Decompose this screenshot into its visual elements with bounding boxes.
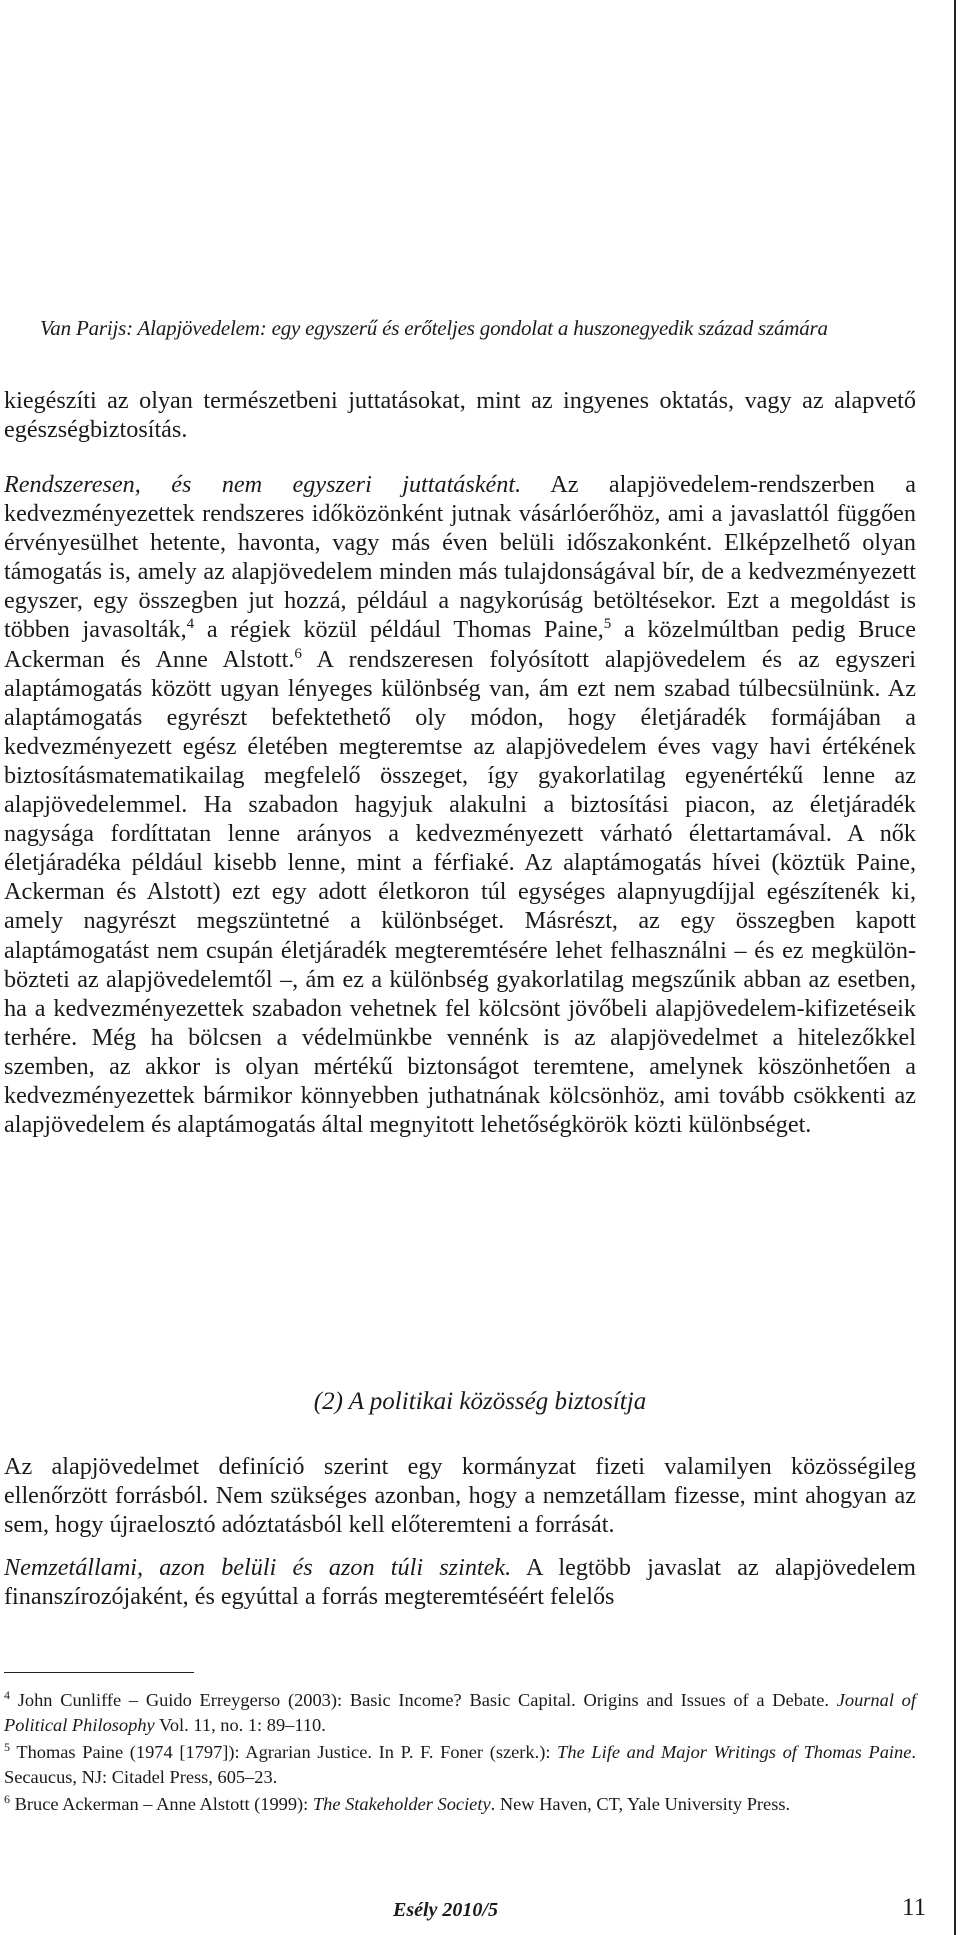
page-edge-rule: [954, 0, 956, 1935]
footnote-number: 5: [4, 1739, 10, 1754]
paragraph-segment: a közelmúltban pedig Bruce Ackerman és Anne Alstott.: [4, 616, 916, 673]
paragraph-lead: Rendszeresen, és nem egyszeri juttatásként.: [4, 471, 522, 498]
footnote-number: 4: [4, 1687, 10, 1702]
body-paragraph-1: [4, 386, 916, 444]
footnote-title: Journal of Political Philosophy: [4, 1690, 916, 1735]
body-paragraph-2: [4, 470, 916, 1139]
paragraph-text: [4, 1553, 916, 1611]
footnote-ref-5[interactable]: 5: [603, 616, 612, 633]
body-paragraph-3: [4, 1452, 916, 1539]
body-paragraph-4: [4, 1553, 916, 1611]
section-heading: (2) A politikai közösség biztosítja: [313, 1388, 647, 1415]
footnote-text: Bruce Ackerman – Anne Alstott (1999):: [14, 1794, 313, 1814]
paragraph-segment: Az alapjövedelem-rendszerben a kedvezményezettek rendszeres időközönként jutnak vásárlóerőhöz, ami a javaslattól függően érvényesülhet hetente, havonta, vagy más éven belüli időszakonként. Elképzelhető olyan támogatás is, amely az alapjövedelem minden más tulajdonságával bír, de a kedvezményezett egyszer, egy összegben jut hozzá, például a nagykorúság betöltésekor. Ezt a megoldást is többen javasolták,: [4, 471, 916, 644]
footnote-text: . New Haven, CT, Yale University Press.: [490, 1794, 791, 1814]
footnote-ref-4[interactable]: 4: [186, 616, 195, 633]
footnote-text: Vol. 11, no. 1: 89–110.: [154, 1714, 326, 1735]
footnote-number: 6: [4, 1791, 10, 1806]
footnote-4: [4, 1688, 916, 1737]
footnote-text: . Secaucus, NJ: Citadel Press, 605–23.: [4, 1742, 917, 1787]
footnote-text: Thomas Paine (1974 [1797]): Agrarian Justice. In P. F. Foner (szerk.):: [16, 1742, 558, 1762]
paragraph-text: kiegészíti az olyan természetbeni juttatásokat, mint az ingyenes oktatás, vagy az alapvető egészségbiztosítás.: [4, 387, 916, 444]
page-number: 11: [902, 1894, 927, 1921]
footnote-title: The Life and Major Writings of Thomas Paine: [557, 1742, 912, 1762]
footnotes: [4, 1688, 916, 1820]
paragraph-segment: A legtöbb javaslat az alapjövedelem finanszírozójaként, és egyúttal a forrás megteremtéséért felelős: [4, 1554, 916, 1611]
footnote-5: [4, 1740, 916, 1789]
paragraph-segment: a régiek közül például Thomas Paine,: [194, 616, 604, 644]
footer-journal-title: Esély 2010/5: [393, 1899, 498, 1921]
paragraph-text: Az alapjövedelmet definíció szerint egy kormányzat fizeti valamilyen közösségileg ellenőrzött forrásból. Nem szükséges azonban, hogy a nemzetállam fizesse, mint ahogyan az sem, hogy újraelosztó adóztatásból kell előteremteni a forrását.: [4, 1453, 916, 1539]
paragraph-segment: A rendszeresen folyósított alapjövedelem és az egyszeri alaptámogatás között ugyan lényeges különbség van, ám ezt nem szabad túlbecsülnünk. Az alaptámogatás egyrészt befektethető oly módon, hogy életjáradék formájában a kedvezményezett egész életében megteremtse az alapjövedelem éves vagy havi értékének biztosításmatematikailag megfelelő összeget, így gyakorlatilag egyenértékű lenne az alapjövedelemmel. Ha szabadon hagyjuk alakulni a biztosítási piacon, az életjáradék nagysága fordíttatan lenne arányos a kedvezményezett várható élettartamával. A nők életjáradéka például kisebb lenne, mint a férfiaké. Az alaptámogatás hívei (köztük Paine, Ackerman és Alstott) ezt egy adott életkoron túl egységes alapnyugdíjjal egészítenék ki, amely nagyrészt megszüntetné a különbséget. Másrészt, az egy összegben kapott alaptámogatást nem csupán életjáradék megteremtésére lehet felhasználni – és ez megkülönbözteti az alapjövedelemtől –, ám ez a különbség gyakorlatilag megszűnik abban az esetben, ha a kedvezményezettek szabadon vehetnek fel kölcsönt jövőbeli alapjövedelem-kifizetéseik terhére. Még ha bölcsen a védelmünkbe vennénk is az alapjövedelmet a hitelezőkkel szemben, az akkor is olyan mértékű biztonságot teremtene, amelynek köszönhetően a kedvezményezettek bármikor könnyebben juthatnának kölcsönhöz, ami tovább csökkenti az alapjövedelem és alaptámogatás által megnyitott lehetőségkörök közti különbséget.: [4, 645, 916, 1139]
paragraph-text: [4, 470, 916, 1139]
footnote-ref-6[interactable]: 6: [294, 645, 302, 662]
running-head: Van Parijs: Alapjövedelem: egy egyszerű és erőteljes gondolat a huszonegyedik század számára: [40, 316, 828, 340]
footnote-6: [4, 1792, 916, 1817]
footnote-text: John Cunliffe – Guido Erreygerso (2003): Basic Income? Basic Capital. Origins and Issues of a Debate.: [17, 1690, 837, 1710]
footnote-title: The Stakeholder Society: [312, 1794, 491, 1814]
footnote-separator: [4, 1672, 194, 1673]
paragraph-lead: Nemzetállami, azon belüli és azon túli szintek.: [4, 1554, 512, 1581]
